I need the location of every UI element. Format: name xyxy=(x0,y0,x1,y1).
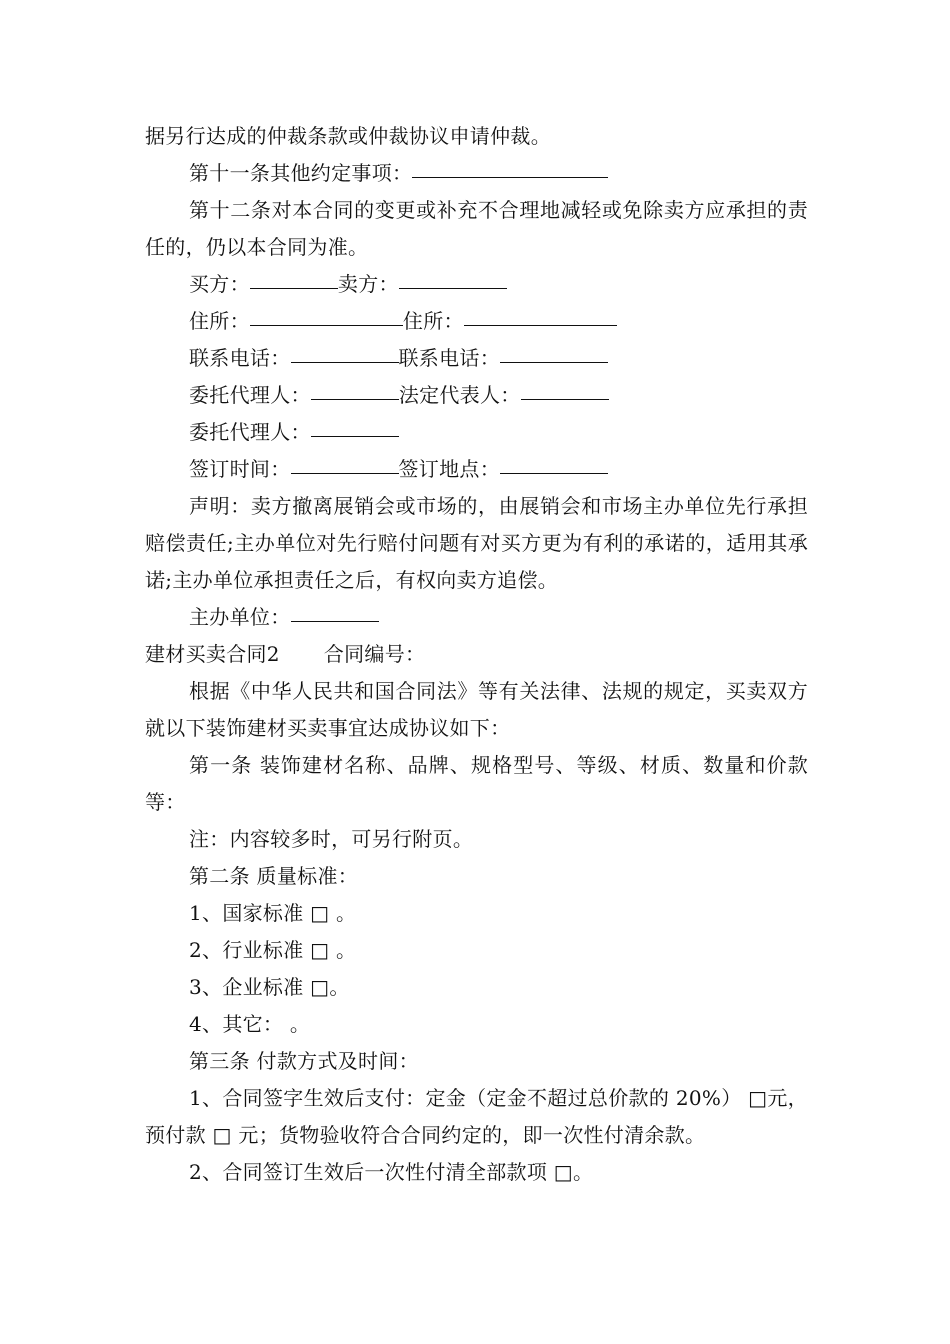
other-matters-blank xyxy=(412,153,608,178)
sign-line xyxy=(145,451,808,488)
sign-place-blank xyxy=(500,449,608,474)
payment-item-2: 2、合同签订生效后一次性付清全部款项 □。 xyxy=(189,1160,594,1184)
standard-item-3: 3、企业标准 □。 xyxy=(189,975,350,999)
article-12: 第十二条对本合同的变更或补充不合理地减轻或免除卖方应承担的责任的，仍以本合同为准。 xyxy=(145,198,808,259)
legal-rep-blank xyxy=(521,375,609,400)
seller-address-label: 住所： xyxy=(402,309,464,333)
buyer-label: 买方： xyxy=(189,272,250,296)
buyer-blank xyxy=(250,264,338,289)
intro-paragraph: 根据《中华人民共和国合同法》等有关法律、法规的规定，买卖双方就以下装饰建材买卖事宜达成协议如下： xyxy=(145,679,808,740)
document-page xyxy=(145,118,808,1191)
organizer-label: 主办单位： xyxy=(189,605,291,629)
standard-item-2: 2、行业标准 □ 。 xyxy=(189,938,357,962)
buyer-agent-label: 委托代理人： xyxy=(189,383,311,407)
sign-place-label: 签订地点： xyxy=(398,457,500,481)
payment-item-1: 1、合同签字生效后支付：定金（定金不超过总价款的 20%） □元，预付款 □ 元；货物验收符合合同约定的，即一次性付清余款。 xyxy=(145,1086,808,1147)
seller-phone-blank xyxy=(500,338,608,363)
address-line xyxy=(145,303,808,340)
article-3: 第三条 付款方式及时间： xyxy=(189,1049,419,1073)
buyer-address-blank xyxy=(250,301,403,326)
statement-paragraph: 声明：卖方撤离展销会或市场的，由展销会和市场主办单位先行承担赔偿责任;主办单位对先行赔付问题有对买方更为有利的承诺的，适用其承诺;主办单位承担责任之后，有权向卖方追偿。 xyxy=(145,494,808,592)
seller-phone-label: 联系电话： xyxy=(398,346,500,370)
standard-item-4: 4、其它： 。 xyxy=(189,1012,311,1036)
article-11-label: 第十一条其他约定事项： xyxy=(189,161,413,185)
paragraph-arbitration-end: 据另行达成的仲裁条款或仲裁协议申请仲裁。 xyxy=(145,124,551,148)
legal-rep-label: 法定代表人： xyxy=(398,383,521,407)
article-1: 第一条 装饰建材名称、品牌、规格型号、等级、材质、数量和价款等： xyxy=(145,753,808,814)
buyer-seller-line xyxy=(145,266,808,303)
article-11 xyxy=(145,155,808,192)
contract-number-label: 合同编号： xyxy=(323,642,426,666)
seller-label: 卖方： xyxy=(337,272,399,296)
buyer-phone-label: 联系电话： xyxy=(189,346,291,370)
standard-item-1: 1、国家标准 □ 。 xyxy=(189,901,357,925)
buyer-agent-blank xyxy=(311,375,399,400)
sign-time-label: 签订时间： xyxy=(189,457,291,481)
contract-2-title: 建材买卖合同2 xyxy=(145,642,280,666)
agent-line-2 xyxy=(145,414,808,451)
article-2: 第二条 质量标准： xyxy=(189,864,359,888)
phone-line xyxy=(145,340,808,377)
organizer-blank xyxy=(291,597,379,622)
sign-time-blank xyxy=(291,449,399,474)
seller-blank xyxy=(399,264,507,289)
note-paragraph: 注：内容较多时，可另行附页。 xyxy=(189,827,474,851)
seller-agent-label: 委托代理人： xyxy=(189,420,311,444)
organizer-line xyxy=(145,599,808,636)
seller-address-blank xyxy=(464,301,617,326)
buyer-address-label: 住所： xyxy=(189,309,250,333)
contract-2-heading xyxy=(145,636,808,673)
seller-agent-blank xyxy=(311,412,399,437)
agent-rep-line xyxy=(145,377,808,414)
buyer-phone-blank xyxy=(291,338,399,363)
